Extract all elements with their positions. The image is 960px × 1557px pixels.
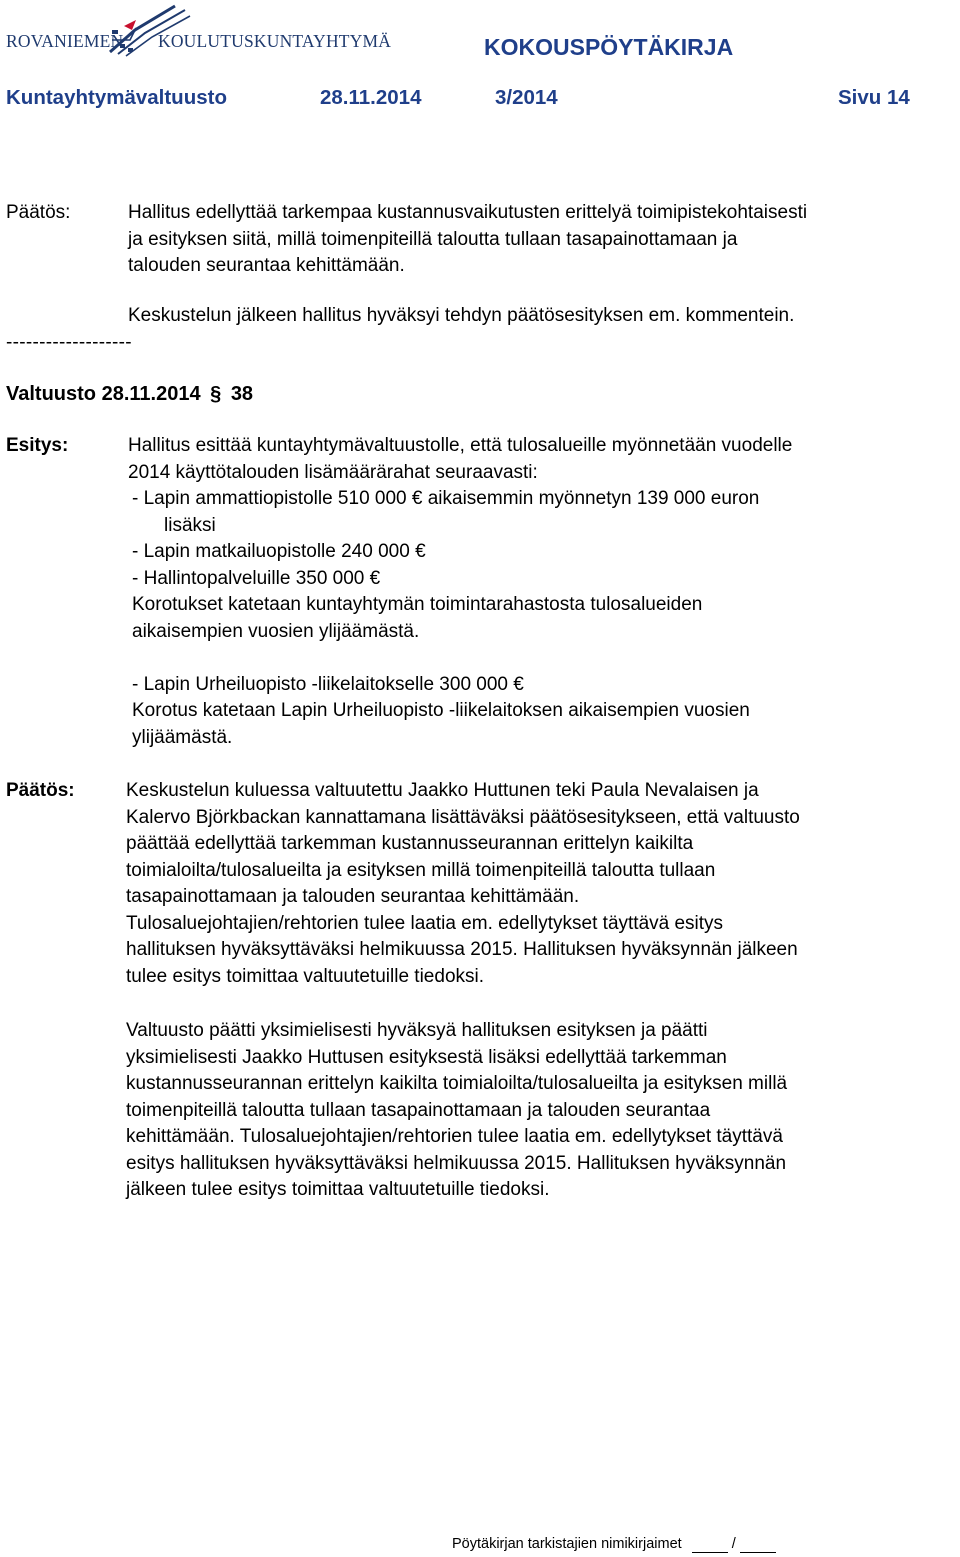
text-line: Korotus katetaan Lapin Urheiluopisto -liikelaitoksen aikaisempien vuosien xyxy=(132,700,750,721)
council-decision-label: Päätös: xyxy=(6,780,75,801)
org-name-right: KOULUTUSKUNTAYHTYMÄ xyxy=(158,31,392,51)
meeting-number: 3/2014 xyxy=(495,86,558,109)
section-title-text: Valtuusto 28.11.2014 xyxy=(6,383,201,405)
council-decision-para1 xyxy=(126,778,958,990)
section-number: 38 xyxy=(230,383,254,405)
text-line: ylijäämästä. xyxy=(132,726,233,748)
list-item: - Lapin ammattiopistolle 510 000 € aikaisemmin myönnetyn 139 000 euron xyxy=(132,488,760,509)
text-line: Keskustelun kuluessa valtuutettu Jaakko Huttunen teki Paula Nevalaisen ja xyxy=(126,780,759,801)
list-item: - Lapin Urheiluopisto -liikelaitokselle 300 000 € xyxy=(132,673,524,695)
text-line: Hallitus esittää kuntayhtymävaltuustolle, että tulosalueille myönnetään vuodelle xyxy=(128,435,793,456)
text-line: talouden seurantaa kehittämään. xyxy=(128,255,405,276)
document-type: KOKOUSPÖYTÄKIRJA xyxy=(484,34,734,60)
list-item: - Hallintopalveluille 350 000 € xyxy=(132,567,381,589)
organization-logo xyxy=(0,0,392,62)
text-line: päättää edellyttää tarkemman kustannusseurannan erittelyn kaikilta xyxy=(126,833,694,854)
text-line: kustannusseurannan erittelyn kaikilta toimialoilta/tulosalueilta ja esityksen millä xyxy=(126,1073,788,1094)
text-line: yksimielisesti Jaakko Huttusen esityksestä lisäksi edellyttää tarkemman xyxy=(126,1046,727,1068)
text-line: Kalervo Björkbackan kannattamana lisättäväksi päätösesitykseen, että valtuusto xyxy=(126,806,800,828)
text-line: tasapainottamaan ja talouden seurantaa kehittämään. xyxy=(126,886,580,907)
text-line: tulee esitys toimittaa valtuutetuille tiedoksi. xyxy=(126,965,485,987)
text-line: hallituksen hyväksyttäväksi helmikuussa 2015. Hallituksen hyväksynnän jälkeen xyxy=(126,939,798,960)
text-line: 2014 käyttötalouden lisämäärärahat seuraavasti: xyxy=(128,461,538,483)
text-line: Korotukset katetaan kuntayhtymän toimintarahastosta tulosalueiden xyxy=(132,594,703,615)
text-line: Tulosaluejohtajien/rehtorien tulee laatia em. edellytykset täyttävä esitys xyxy=(126,912,724,934)
text-line: aikaisempien vuosien ylijäämästä. xyxy=(132,620,420,642)
footer-signature xyxy=(452,1536,776,1553)
text-line: esitys hallituksen hyväksyttäväksi helmikuussa 2015. Hallituksen hyväksynnän xyxy=(126,1152,787,1174)
page-number: Sivu 14 xyxy=(838,86,910,109)
list-item-continuation: lisäksi xyxy=(164,514,216,536)
list-item: - Lapin matkailuopistolle 240 000 € xyxy=(132,541,426,562)
hallitus-decision-label: Päätös: xyxy=(6,202,71,223)
footer-label: Pöytäkirjan tarkistajien nimikirjaimet xyxy=(452,1536,682,1552)
hallitus-decision-text xyxy=(128,200,958,280)
text-line: kehittämään. Tulosaluejohtajien/rehtorien tulee laatia em. edellytykset täyttävä xyxy=(126,1126,783,1147)
proposal-text xyxy=(128,433,958,751)
meeting-body: Kuntayhtymävaltuusto xyxy=(6,86,227,109)
text-line: toimialoilta/tulosalueilta ja esityksen millä toimenpiteillä taloutta tullaan xyxy=(126,859,716,881)
council-decision-para2 xyxy=(126,1018,958,1204)
org-name-left: ROVANIEMEN xyxy=(6,31,124,51)
signature-blank-2 xyxy=(740,1536,776,1553)
section-separator: ------------------- xyxy=(6,332,132,353)
text-line: Valtuusto päätti yksimielisesti hyväksyä hallituksen esityksen ja päätti xyxy=(126,1020,708,1041)
meeting-date: 28.11.2014 xyxy=(320,86,422,109)
text-line: jälkeen tulee esitys toimittaa valtuutetuille tiedoksi. xyxy=(126,1179,550,1200)
proposal-label: Esitys: xyxy=(6,435,69,456)
signature-blank-1 xyxy=(692,1536,728,1553)
section-title xyxy=(6,383,253,406)
text-line: Hallitus edellyttää tarkempaa kustannusvaikutusten erittelyä toimipistekohtaisesti xyxy=(128,202,808,223)
footer-slash: / xyxy=(731,1536,736,1552)
text-line: toimenpiteillä taloutta tullaan tasapainottamaan ja talouden seurantaa xyxy=(126,1099,711,1121)
text-line: ja esityksen siitä, millä toimenpiteillä taloutta tullaan tasapainottamaan ja xyxy=(128,228,738,250)
paragraph-mark: § xyxy=(210,383,222,405)
hallitus-after-discussion: Keskustelun jälkeen hallitus hyväksyi tehdyn päätösesityksen em. kommentein. xyxy=(128,305,795,326)
